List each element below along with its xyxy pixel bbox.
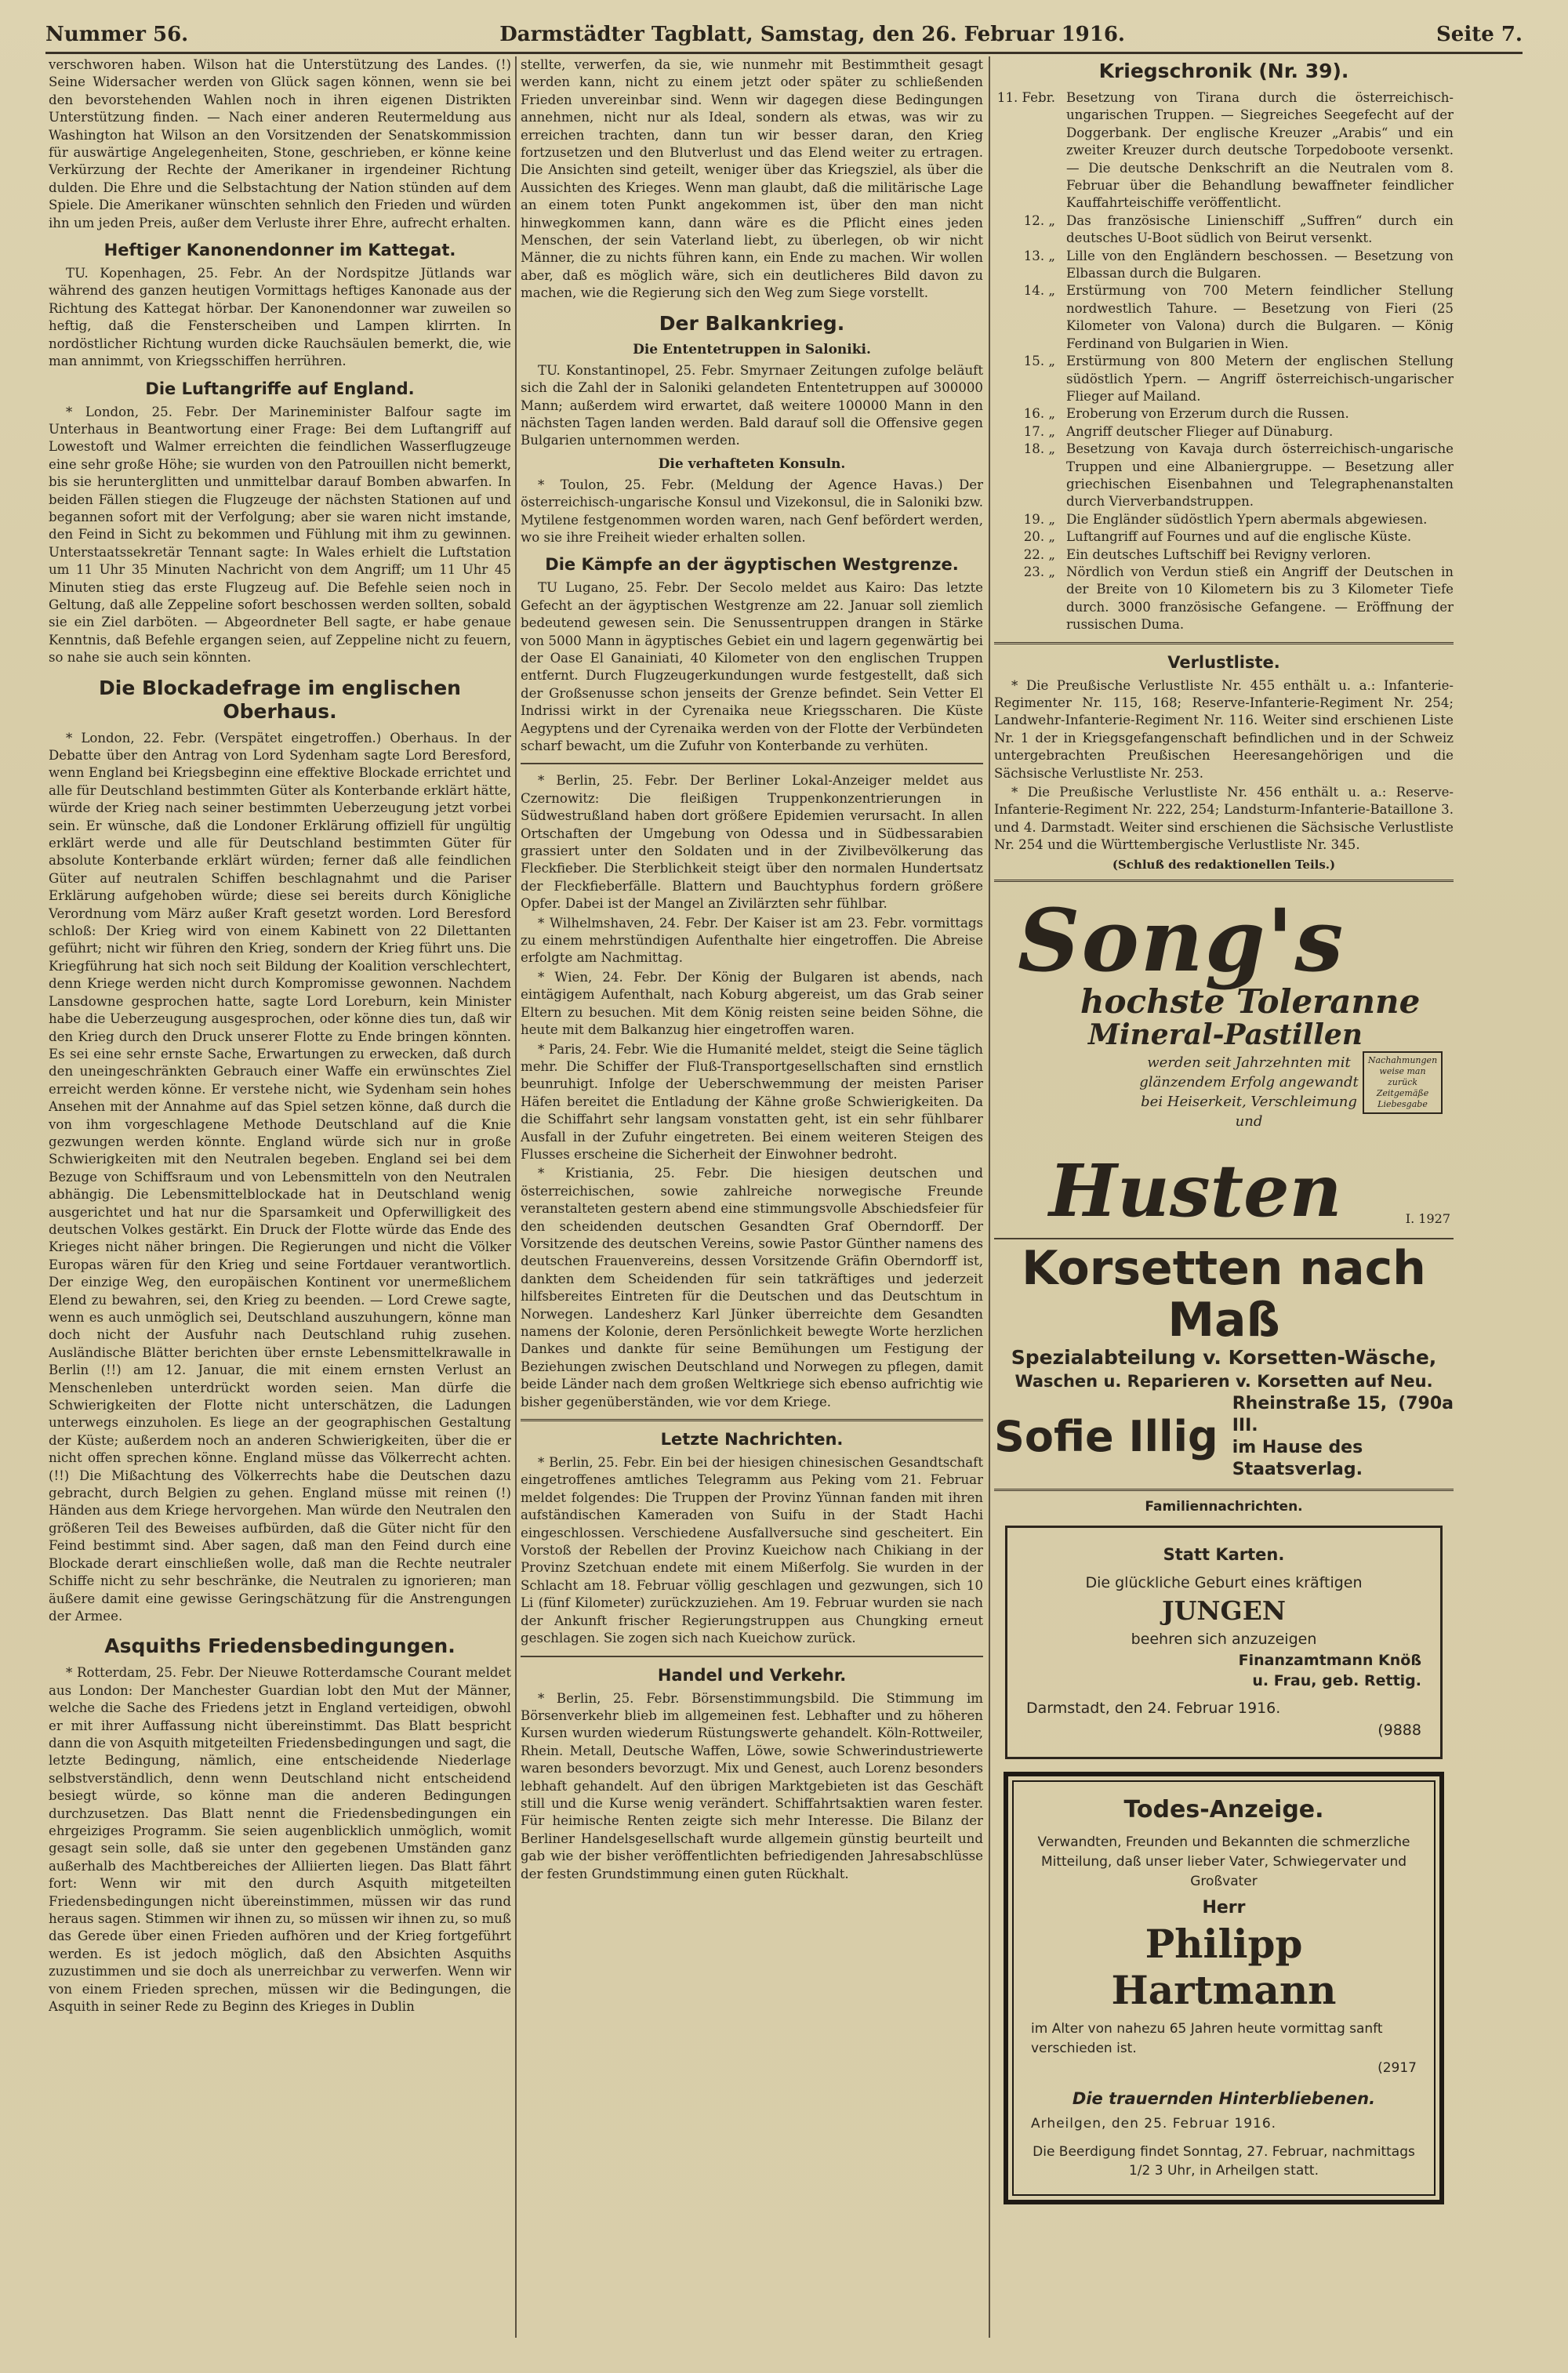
announcement-head: Statt Karten. xyxy=(1163,1544,1285,1564)
chronicle-entry: Eroberung von Erzerum durch die Russen. xyxy=(1066,406,1349,422)
announcement-big: JUNGEN xyxy=(1161,1595,1287,1626)
chronicle-date: 20. „ xyxy=(1023,529,1055,545)
advertisement-korsetten xyxy=(994,1240,1454,1481)
notice-date: Arheilgen, den 25. Februar 1916. xyxy=(1031,2115,1277,2132)
ad-title: Korsetten nach Maß xyxy=(1022,1240,1426,1348)
announcement-text: Die glückliche Geburt eines kräftigen xyxy=(1085,1573,1363,1591)
ad-line: hochste Toleranne xyxy=(1080,981,1421,1021)
chronicle-entry: Angriff deutscher Flieger auf Dünaburg. xyxy=(1066,423,1334,439)
ad-name: Sofie Illig xyxy=(994,1412,1218,1462)
divider xyxy=(521,1656,983,1657)
subheadline: Die verhafteten Konsuln. xyxy=(658,455,846,472)
article-text: TU. Kopenhagen, 25. Febr. An der Nordspitze Jütlands war während des ganzen heutigen Vormittags heftiges Kanonade aus der Richtung des Kattegat hörbar. Der Kanonendonner war zuweilen so heftig, daß die Fensterscheiben und Lampen klirrten. In nordöstlicher Richtung wurden dicke Rauchsäulen bemerkt, die, wie man annimmt, von Kriegsschiffen herrühren. xyxy=(49,266,511,369)
headline: Der Balkankrieg. xyxy=(659,311,845,335)
headline: Asquiths Friedensbedingungen. xyxy=(104,1635,456,1658)
ad-ref: (790a xyxy=(1398,1393,1454,1413)
headline: Die Blockadefrage im englischen Oberhaus. xyxy=(99,676,461,723)
deceased-name: Philipp Hartmann xyxy=(1111,1920,1337,2013)
announcement-signature: Finanzamtmann Knöß xyxy=(1238,1651,1421,1669)
ad-bottom-word: Husten xyxy=(1049,1148,1342,1233)
ad-address: Rheinstraße 15, III. xyxy=(1232,1393,1388,1435)
chronicle-date: 18. „ xyxy=(1023,441,1055,457)
ad-subtitle: Spezialabteilung v. Korsetten-Wäsche, xyxy=(1011,1345,1437,1369)
ad-contact xyxy=(994,1393,1454,1481)
headline: Handel und Verkehr. xyxy=(657,1665,847,1685)
divider xyxy=(994,1489,1454,1491)
chronicle-date: 23. „ xyxy=(1023,564,1055,579)
headline: Verlustliste. xyxy=(1167,652,1280,672)
article-text: * Berlin, 25. Febr. Ein bei der hiesigen chinesischen Gesandtschaft eingetroffenes amtliches Telegramm aus Peking vom 21. Februar meldet folgendes: Die Truppen der Provinz Yünnan fanden mit ihren aufständischen Kameraden von Suifu in der Stadt Hachi eingeschlossen. Verschiedene Ausfallversuche sind gescheitert. Ein Vorstoß der Rebellen der Provinz Kueichow nach Chikiang in der Provinz Szetchuan endete mit einem Mißerfolg. Sie wurden in der Schlacht am 18. Februar völlig geschlagen und gezwungen, sich 10 Li (fünf Kilometer) zurückzuziehen. Am 19. Februar wurden sie nach der Ankunft frischer Regierungstruppen aus Chungking erneut geschlagen. Sie zogen sich nach Kueichow zurück. xyxy=(521,1455,983,1646)
notice-text: im Alter von nahezu 65 Jahren heute vormittag sanft verschieden ist. xyxy=(1031,2020,1383,2056)
section-title: Familiennachrichten. xyxy=(1145,1498,1303,1515)
chronicle-date: 15. „ xyxy=(1023,354,1055,369)
advertisement-pastilles xyxy=(994,890,1454,1156)
birth-announcement xyxy=(1005,1526,1443,1759)
war-chronicle xyxy=(994,89,1454,634)
ad-text: werden seit Jahrzehnten mit glänzendem Erfolg angewandt bei Heiserkeit, Verschleimung und xyxy=(1139,1054,1359,1130)
notice-ref: (2917 xyxy=(1377,2059,1417,2076)
subheadline: Die Ententetruppen in Saloniki. xyxy=(633,341,871,357)
column-rule xyxy=(989,56,990,2338)
chronicle-entry: Besetzung von Tirana durch die österreichisch-ungarischen Truppen. — Siegreiches Seegefecht auf der Doggerbank. Der englische Kreuzer „Arabis“ und ein zweiter Kreuzer durch deutsche Torpedoboote versenkt. — Die deutsche Denkschrift an die Neutralen vom 8. Februar über die Behandlung bewaffneter feindlicher Kauffahrteischiffe veröffentlicht. xyxy=(1066,90,1454,211)
divider xyxy=(521,1419,983,1421)
ad-brand: Song's xyxy=(1018,889,1345,991)
article-text: * Rotterdam, 25. Febr. Der Nieuwe Rotterdamsche Courant meldet aus London: Der Manchester Guardian lobt den Mut der Männer, welche die Sache des Friedens jetzt in England verteidigen, obwohl er mit ihrer Auffassung nicht übereinstimmt. Das Blatt bespricht dann die von Asquith mitgeteilten Friedensbedingungen und sagt, die letzte Bedingung, nämlich, eine entscheidende Niederlage selbstverständlich, denn wenn Deutschland nicht entscheidend besiegt würde, so könne man die anderen Bedingungen durchzusetzen. Das Blatt nennt die Friedensbedingungen ein ehrgeiziges Programm. Sie seien augenblicklich unmöglich, womit gesagt sein solle, daß sie unter den gegebenen Umständen ganz außerhalb des Machtbereiches der Alliierten liegen. Das Blatt fährt fort: Wenn wir mit den durch Asquith mitgeteilten Friedensbedingungen nicht übereinstimmen, müssen wir das rund heraus sagen. Stimmen wir ihnen zu, so müssen wir ihnen zu, so muß das Gerede über einen Frieden aufhören und der Krieg fortgeführt werden. Es ist jedoch möglich, daß den Absichten Asquiths zuzustimmen und sie doch als unerreichbar zu verwerfen. Wenn wir von einem Frieden sprechen, müssen wir die Bedingungen, die Asquith in seiner Rede zu Beginn des Krieges in Dublin xyxy=(49,1665,511,2015)
notice-text: Verwandten, Freunden und Bekannten die schmerzliche Mitteilung, daß unser lieber Vater, Schwiegervater und Großvater xyxy=(1037,1834,1410,1889)
article-text: * Berlin, 25. Febr. Der Berliner Lokal-Anzeiger meldet aus Czernowitz: Die fleißigen Truppenkonzentrierungen in Südwestrußland haben dort größere Epidemien verursacht. In allen Ortschaften der Umgebung von Odessa und in Südbessarabien grassiert unter den Soldaten und in der Zivilbevölkerung das Fleckfieber. Die Sterblichkeit steigt über den normalen Hundertsatz der Fleckfieberfälle. Blattern und Bauchtyphus fordern größere Opfer. Dabei ist der Mangel an Zivilärzten sehr fühlbar. xyxy=(521,773,983,912)
article-text: * Berlin, 25. Febr. Börsenstimmungsbild. Die Stimmung im Börsenverkehr blieb im allgemeinen fest. Lebhafter und zu höheren Kursen wurden wiederum Rüstungswerte gehandelt. Köln-Rottweiler, Rhein. Metall, Deutsche Waffen, Löwe, sowie Schwerindustriewerte waren besonders bevorzugt. Mix und Genest, auch Lorenz besonders lebhaft gehandelt. Auf den übrigen Marktgebieten ist das Geschäft still und die Kurse wenig verändert. Schiffahrtsaktien waren fester. Für heimische Renten zeigte sich mehr Interesse. Die Bilanz der Berliner Handelsgesellschaft wurde allgemein günstig beurteilt und gab wie der bisher veröffentlichten befriedigenden Jahresabschlüsse der festen Grundstimmung einen guten Rückhalt. xyxy=(521,1690,983,1881)
article-text: * London, 25. Febr. Der Marineminister Balfour sagte im Unterhaus in Beantwortung einer Frage: Bei dem Luftangriff auf Lowestoft und Walmer erreichten die feindlichen Wasserflugzeuge eine sehr große Höhe; sie wurden von den Patrouillen nicht bemerkt, bis sie herunterglitten und unmittelbar darauf Bomben abwarfen. In beiden Fällen stiegen die Flugzeuge der nächsten Stationen auf und begannen sofort mit der Verfolgung; aber sie waren nicht imstande, den Feind in Sicht zu bekommen und Fühlung mit ihm zu gewinnen. Unterstaatssekretär Tennant sagte: In Wales erhielt die Luftstation um 11 Uhr 35 Minuten Nachricht von dem Angriff; um 11 Uhr 45 Minuten stieg das erste Flugzeug auf. Die Befehle seien noch in Geltung, daß alle Zeppeline sofort beschossen werden sollten, sobald sie ein Ziel darböten. — Abgeordneter Bell sagte, er habe genaue Kenntnis, daß Befehle ergangen seien, auf Zeppeline nicht zu feuern, so nahe sie auch sein könnten. xyxy=(49,404,511,666)
notice-signature: Die trauernden Hinterbliebenen. xyxy=(1072,2088,1376,2108)
chronicle-entry: Erstürmung von 700 Metern feindlicher Stellung nordwestlich Tahure. — Besetzung von Fieri (25 Kilometer von Valona) durch die Bulgaren. — König Ferdinand von Bulgarien in Wien. xyxy=(1066,283,1454,351)
page-number: Seite 7. xyxy=(1436,23,1523,46)
notice-head: Todes-Anzeige. xyxy=(1123,1795,1324,1823)
column-2 xyxy=(521,56,983,2342)
chronicle-date: 13. „ xyxy=(1023,248,1055,263)
page-header xyxy=(45,17,1523,54)
divider xyxy=(994,1238,1454,1239)
announcement-text: beehren sich anzuzeigen xyxy=(1131,1630,1317,1648)
headline: Die Kämpfe an der ägyptischen Westgrenze. xyxy=(545,555,959,575)
announcement-ref: (9888 xyxy=(1377,1721,1421,1739)
divider xyxy=(521,763,983,764)
column-1 xyxy=(49,56,511,2342)
column-rule xyxy=(515,56,517,2338)
chronicle-date: 22. „ xyxy=(1023,546,1055,562)
ad-subtitle: Waschen u. Reparieren v. Korsetten auf Neu. xyxy=(1014,1371,1433,1391)
article-text: verschworen haben. Wilson hat die Unterstützung des Landes. (!) Seine Widersacher werden von Glück sagen können, wenn sie bei den bevorstehenden Wahlen noch in ihren eigenen Distrikten Unterstützung finden. — Nach einer anderen Reutermeldung aus Washington hat Wilson an den Vorsitzenden der Senatskommission für auswärtige Angelegenheiten, Stone, geschrieben, er könne keine Verkürzung der Rechte der Amerikaner in irgendeiner Richtung dulden. Die Ehre und die Selbstachtung der Nation stünden auf dem Spiele. Die Amerikaner wünschten sehnlich den Frieden und würden ihn um jeden Preis, außer dem Verluste ihrer Ehre, aufrecht erhalten. xyxy=(49,57,511,230)
chronicle-date: 11. Febr. xyxy=(996,90,1055,105)
chronicle-entry: Ein deutsches Luftschiff bei Revigny verloren. xyxy=(1066,546,1371,562)
article-text: * Paris, 24. Febr. Wie die Humanité meldet, steigt die Seine täglich mehr. Die Schiffer der Fluß-Transportgesellschaften sind ernstlich beunruhigt. Infolge der Ueberschwemmung der meisten Pariser Häfen bereitet die Entladung der Kähne große Schwierigkeiten. Da die Schiffahrt sehr langsam vonstatten geht, ist ein sehr fühlbarer Ausfall in der Zufuhr eingetreten. Bei einem weiteren Steigen des Flusses erscheine die Sicherheit der Einwohner bedroht. xyxy=(521,1041,983,1162)
end-note: (Schluß des redaktionellen Teils.) xyxy=(1112,857,1336,872)
article-text: stellte, verwerfen, da sie, wie nunmehr mit Bestimmtheit gesagt werden kann, nicht zu einem jetzt oder später zu schließenden Frieden unvereinbar sind. Wenn wir dagegen diese Bedingungen annehmen, nicht nur als Ideal, sondern als etwas, was wir zu erreichen trachten, dann tun wir besser daran, den Krieg fortzusetzen und den Blutverlust und das Elend weiter zu ertragen. Die Ansichten sind geteilt, weniger über das Kriegsziel, als über die Aussichten des Krieges. Wenn man glaubt, daß die militärische Lage an einem toten Punkt angekommen ist, über den man nicht hinwegkommen kann, dann wäre es die Pflicht eines jeden Menschen, der sein Vaterland liebt, zu überlegen, ob wir nicht Männer, die zu nichts führen kann, ein Ende zu machen. Wir wollen aber, daß es möglich wäre, sich ein deutlicheres Bild davon zu machen, wie die Regierung sich den Weg zum Siege vorstellt. xyxy=(521,57,983,301)
chronicle-entry: Die Engländer südöstlich Ypern abermals abgewiesen. xyxy=(1066,511,1428,527)
chronicle-date: 19. „ xyxy=(1023,511,1055,527)
headline: Kriegschronik (Nr. 39). xyxy=(1098,60,1349,82)
article-text: * London, 22. Febr. (Verspätet eingetroffen.) Oberhaus. In der Debatte über den Antrag von Lord Sydenham sagte Lord Beresford, wenn England bei Kriegsbeginn eine effektive Blockade errichtet und alle für Deutschland bestimmten Güter als Konterbande erklärt hätte, würde der Krieg nach seiner bestimmten Ueberzeugung jetzt vorbei sein. Er wünsche, daß die Londoner Erklärung offiziell für ungültig erklärt werde und alle für Deutschland bestimmten Güter für absolute Konterbande erklärt würden; ferner daß alle feindlichen Güter auf neutralen Schiffen beschlagnahmt und die Pariser Erklärung aufgehoben würde; diese sei bereits durch Königliche Verordnung vom März außer Kraft gesetzt worden. Lord Beresford schloß: Der Krieg wird von einem Kabinett von 22 Dilettanten geführt; nicht wir führen den Krieg, sondern der Krieg führt uns. Die Kriegführung hat sich noch seit Bildung der Koalition verschlechtert, denn Kriege werden nicht durch Kompromisse gewonnen. Nachdem Lansdowne gesprochen hatte, sagte Lord Loreburn, kein Minister habe die Ueberzeugung ausgesprochen, oder könne dies tun, daß wir den Krieg durch den Druck unserer Flotte zu Ende bringen könnten. Es sei eine sehr ernste Sache, Erwartungen zu erwecken, daß durch den uneingeschränkten Gebrauch einer Waffe ein erwünschtes Ziel erreicht werden könne. Er verstehe nicht, wie Sydenham sein hohes Ansehen mit der Annahme auf das Spiel setzen könne, daß durch die von ihm vorgeschlagene Methode Deutschland auf die Knie gezwungen werden könnte. England würde sich nur in große Schwierigkeiten mit den Neutralen begeben. England sei bei dem Bezuge von Schiffsraum und von Lebensmitteln von den Neutralen abhängig. Die Lebensmittelblockade hat in Deutschland wenig ausgerichtet und hat nur die Sparsamkeit und Opferwilligkeit des deutschen Volkes gestärkt. Ein Druck der Flotte würde das Ende des Krieges nicht näher bringen. Die Regierungen und nicht die Völker Europas wären für den Krieg und seine Fortdauer verantwortlich. Der einzige Weg, den europäischen Kontinent vor unermeßlichem Elend zu bewahren, sei, den Krieg zu beenden. — Lord Crewe sagte, wenn es auch unmöglich sei, Deutschland auszuhungern, könne man doch nicht der Ausfuhr nach Deutschland ruhig zusehen. Ausländische Blätter berichten über ernste Lebensmittelkrawalle in Berlin (!!) am 12. Januar, die mit einem ernsten Verlust an Menschenleben unterdrückt worden seien. Man dürfe die Schwierigkeiten der Flotte nicht unterschätzen, die Ladungen unterwegs einzuholen. Es liege an der geographischen Gestaltung der Küste; außerdem noch an anderen Schwierigkeiten, über die er nicht offen sprechen könne. England müsse das Völkerrecht achten. (!!) Die Mißachtung des Völkerrechts habe die Deutschen dazu gebracht, durch Belgien zu gehen. England müsse mit reinen (!) Händen aus dem Kriege hervorgehen. Man würde den Neutralen den größeren Teil des Beweises aufbürden, daß die Güter nicht für den Feind bestimmt sind. Aber sagen, daß man den Feind durch eine Blockade derart einschließen wolle, daß man die Rechte neutraler Schiffe nicht zu sehr beschränke, die Neutralen zu ignorieren; man äußere damit eine gewisse Geringschätzung für die Anstrengungen der Armee. xyxy=(49,730,511,1624)
article-text: TU. Konstantinopel, 25. Febr. Smyrnaer Zeitungen zufolge beläuft sich die Zahl der in Saloniki gelandeten Ententetruppen auf 300000 Mann; außerdem wird erwartet, daß weitere 100000 Mann in den nächsten Tagen landen werden. Bald darauf soll die Offensive gegen Bulgarien unternommen werden. xyxy=(521,362,983,448)
ad-address: im Hause des Staatsverlag. xyxy=(1232,1437,1363,1479)
announcement-date: Darmstadt, den 24. Februar 1916. xyxy=(1026,1699,1281,1717)
article-text: TU Lugano, 25. Febr. Der Secolo meldet aus Kairo: Das letzte Gefecht an der ägyptischen Westgrenze am 22. Januar soll ziemlich bedeutend gewesen sein. Die Senussentruppen drangen in Stärke von 5000 Mann in ägyptisches Gebiet ein und lagern gegenwärtig bei der Oase El Ganainiati, 40 Kilometer von den englischen Truppen entfernt. Durch Flugzeugerkundungen wurde festgestellt, daß sich der Großsenusse schon jenseits der Grenze befindet. Sein Vetter El Indrissi wirkt in der Cyrenaika neue Kriegsscharen. Die Küste Aegyptens und der Cyrenaika werden von der Flotte der Verbündeten scharf bewacht, um die Zufuhr von Konterbande zu verhüten. xyxy=(521,580,983,753)
masthead-date: Darmstädter Tagblatt, Samstag, den 26. Februar 1916. xyxy=(499,23,1125,46)
article-text: * Kristiania, 25. Febr. Die hiesigen deutschen und österreichischen, sowie zahlreiche norwegische Freunde veranstalteten gestern abend eine stimmungsvolle Abschiedsfeier für den scheidenden deutschen Gesandten Graf Oberndorff. Der Vorsitzende des deutschen Vereins, sowie Pastor Günther namens des deutschen Frauenvereins, dessen Vorsitzende Gräfin Oberndorff ist, dankten dem Scheidenden für sein tatkräftiges und jederzeit hilfsbereites Eintreten für die Deutschen und das Deutschtum in Norwegen. Landesherz Karl Jünker überreichte dem Gesandten namens der Kolonie, deren Persönlichkeit bewegte Worte herzlichen Dankes und dankte für seine Bemühungen um Festigung der Beziehungen zwischen Deutschland und Norwegen zu pflegen, damit beide Länder nach dem großen Weltkriege sich ebenso aufrichtig wie bisher gegenüberständen, wie vor dem Kriege. xyxy=(521,1166,983,1410)
article-text: * Toulon, 25. Febr. (Meldung der Agence Havas.) Der österreichisch-ungarische Konsul und Vizekonsul, die in Saloniki bzw. Mytilene festgenommen worden waren, nach Genf befördert werden, wo sie ihre Freiheit wieder erhalten sollen. xyxy=(521,477,983,545)
death-notice xyxy=(1004,1772,1444,2204)
chronicle-entry: Das französische Linienschiff „Suffren“ durch ein deutsches U-Boot südlich von Beirut versenkt. xyxy=(1066,212,1454,246)
ad-ref: I. 1927 xyxy=(1405,1210,1450,1226)
chronicle-date: 12. „ xyxy=(1023,212,1055,228)
announcement-signature: u. Frau, geb. Rettig. xyxy=(1252,1671,1421,1689)
chronicle-date: 17. „ xyxy=(1023,423,1055,439)
chronicle-entry: Lille von den Engländern beschossen. — Besetzung von Elbassan durch die Bulgaren. xyxy=(1066,248,1454,281)
notice-herr: Herr xyxy=(1202,1897,1246,1918)
ad-bottom xyxy=(994,1148,1454,1235)
article-text: * Wilhelmshaven, 24. Febr. Der Kaiser ist am 23. Febr. vormittags zu einem mehrstündigen Aufenthalte hier eingetroffen. Die Abreise erfolgte am Nachmittag. xyxy=(521,915,983,966)
chronicle-entry: Nördlich von Verdun stieß ein Angriff der Deutschen in der Breite von 10 Kilometern bis zu 3 Kilometer Tiefe durch. 3000 französische Gefangene. — Eröffnung der russischen Duma. xyxy=(1066,564,1454,633)
chronicle-entry: Erstürmung von 800 Metern der englischen Stellung südöstlich Ypern. — Angriff österreichisch-ungarischer Flieger auf Mailand. xyxy=(1066,354,1454,404)
article-text: * Die Preußische Verlustliste Nr. 455 enthält u. a.: Infanterie-Regimenter Nr. 115, 168; Reserve-Infanterie-Regiment Nr. 254; Landwehr-Infanterie-Regiment Nr. 116. Weiter sind erschienen Liste Nr. 1 der in Kriegsgefangenschaft befindlichen und in der Schweiz untergebrachten Preußischen Heeresangehörigen und die Sächsische Verlustliste Nr. 253. xyxy=(994,677,1454,781)
headline: Heftiger Kanonendonner im Kattegat. xyxy=(103,241,456,260)
article-text: * Die Preußische Verlustliste Nr. 456 enthält u. a.: Reserve-Infanterie-Regiment Nr. 222, 254; Landsturm-Infanterie-Bataillone 3. und 4. Darmstadt. Weiter sind erschienen die Sächsische Verlustliste Nr. 254 und die Württembergische Verlustliste Nr. 345. xyxy=(994,785,1454,853)
headline: Letzte Nachrichten. xyxy=(660,1430,844,1450)
notice-funeral: Die Beerdigung findet Sonntag, 27. Februar, nachmittags 1/2 3 Uhr, in Arheilgen statt. xyxy=(1033,2143,1415,2179)
ad-stamp: Nachahmungen weise man zurück Zeitgemäße Liebesgabe xyxy=(1363,1051,1443,1114)
issue-number: Nummer 56. xyxy=(45,23,189,46)
ad-line: Mineral-Pastillen xyxy=(1088,1018,1363,1051)
chronicle-entry: Luftangriff auf Fournes und auf die englische Küste. xyxy=(1066,529,1412,545)
chronicle-date: 16. „ xyxy=(1023,406,1055,422)
chronicle-date: 14. „ xyxy=(1023,283,1055,299)
divider xyxy=(994,880,1454,882)
headline: Die Luftangriffe auf England. xyxy=(145,379,415,398)
article-text: * Wien, 24. Febr. Der König der Bulgaren ist abends, nach eintägigem Aufenthalt, nach Koburg abgereist, um das Grab seiner Eltern zu besuchen. Mit dem König reisten seine beiden Söhne, die heute mit dem Balkanzug hier eingetroffen waren. xyxy=(521,969,983,1038)
divider xyxy=(994,642,1454,644)
column-3 xyxy=(994,56,1454,2342)
chronicle-entry: Besetzung von Kavaja durch österreichisch-ungarische Truppen und eine Albaniergruppe. — Besetzung aller griechischen Eisenbahnen und Telegraphenanstalten durch Vierverbandstruppen. xyxy=(1066,441,1454,510)
